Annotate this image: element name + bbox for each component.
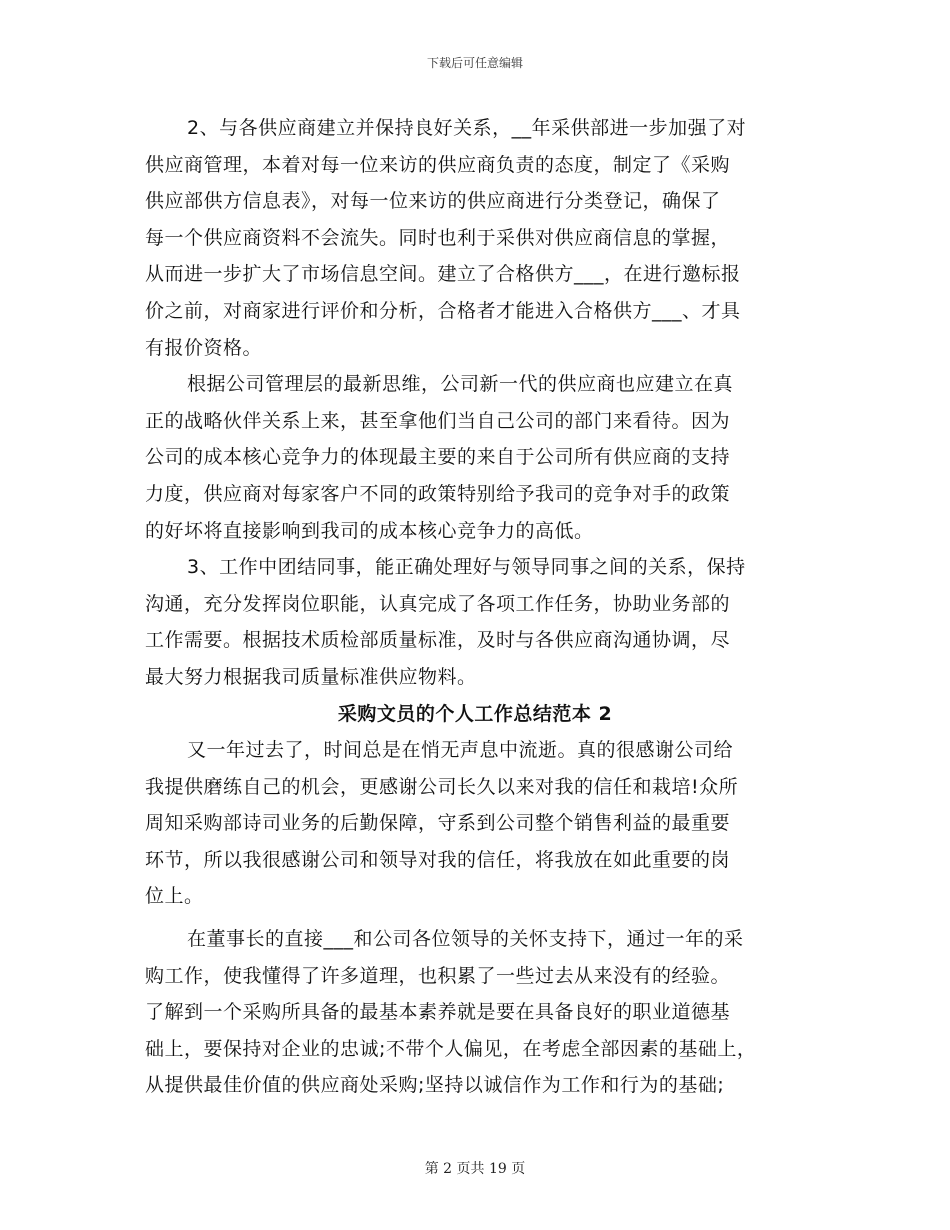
text-line: 供应部供方信息表》，对每一位来访的供应商进行分类登记，确保了 [145, 190, 721, 213]
text-line: 2、与各供应商建立并保持良好关系，__年采供部进一步加强了对 [187, 117, 747, 139]
text-line: 位上。 [145, 885, 204, 908]
text-line: 公司的成本核心竞争力的体现最主要的来自于公司所有供应商的支持 [145, 446, 731, 469]
text-line: 从提供最佳价值的供应商处采购;坚持以诚信作为工作和行为的基础; [145, 1074, 725, 1097]
paragraph-teamwork [145, 549, 805, 695]
page-header: 下载后可任意编辑 [426, 56, 523, 70]
paragraph-strategy [145, 366, 805, 549]
text-line: 每一个供应商资料不会流失。同时也利于采供对供应商信息的掌握， [145, 226, 731, 249]
paragraph-intro [145, 732, 805, 915]
text-line: 最大努力根据我司质量标准供应物料。 [145, 665, 477, 688]
section-title: 采购文员的个人工作总结范本 2 [337, 702, 613, 725]
text-line: 购工作，使我懂得了许多道理，也积累了一些过去从来没有的经验。 [145, 964, 731, 987]
text-line: 价之前，对商家进行评价和分析，合格者才能进入合格供方___、才具 [145, 299, 741, 322]
document-body [145, 110, 805, 1104]
text-line: 环节，所以我很感谢公司和领导对我的信任，将我放在如此重要的岗 [145, 848, 731, 871]
text-line: 力度，供应商对每家客户不同的政策特别给予我司的竞争对手的政策 [145, 482, 731, 505]
text-line: 3、工作中团结同事，能正确处理好与领导同事之间的关系，保持 [187, 556, 746, 579]
page-footer: 第 2 页共 19 页 [424, 1161, 526, 1177]
text-line: 了解到一个采购所具备的最基本素养就是要在具备良好的职业道德基 [145, 1001, 731, 1024]
text-line: 周知采购部诗司业务的后勤保障，守系到公司整个销售利益的最重要 [145, 812, 731, 835]
text-line: 又一年过去了，时间总是在悄无声息中流逝。真的很感谢公司给 [187, 739, 734, 762]
text-line: 正的战略伙伴关系上来，甚至拿他们当自己公司的部门来看待。因为 [145, 409, 731, 432]
text-line: 工作需要。根据技术质检部质量标准，及时与各供应商沟通协调，尽 [145, 629, 731, 652]
paragraph-experience [145, 921, 805, 1104]
text-line: 供应商管理，本着对每一位来访的供应商负责的态度，制定了《采购 [145, 153, 731, 176]
text-line: 在董事长的直接___和公司各位领导的关怀支持下，通过一年的采 [187, 928, 744, 951]
text-line: 的好坏将直接影响到我司的成本核心竞争力的高低。 [145, 519, 594, 542]
text-line: 础上，要保持对企业的忠诚;不带个人偏见，在考虑全部因素的基础上， [145, 1037, 757, 1060]
text-line: 我提供磨练自己的机会，更感谢公司长久以来对我的信任和栽培!众所 [145, 775, 739, 798]
text-line: 有报价资格。 [145, 336, 263, 359]
text-line: 根据公司管理层的最新思维，公司新一代的供应商也应建立在真 [187, 373, 734, 396]
paragraph-supplier-relations [145, 110, 805, 366]
text-line: 从而进一步扩大了市场信息空间。建立了合格供方___，在进行邀标报 [145, 263, 741, 286]
text-line: 沟通，充分发挥岗位职能，认真完成了各项工作任务，协助业务部的 [145, 592, 731, 615]
